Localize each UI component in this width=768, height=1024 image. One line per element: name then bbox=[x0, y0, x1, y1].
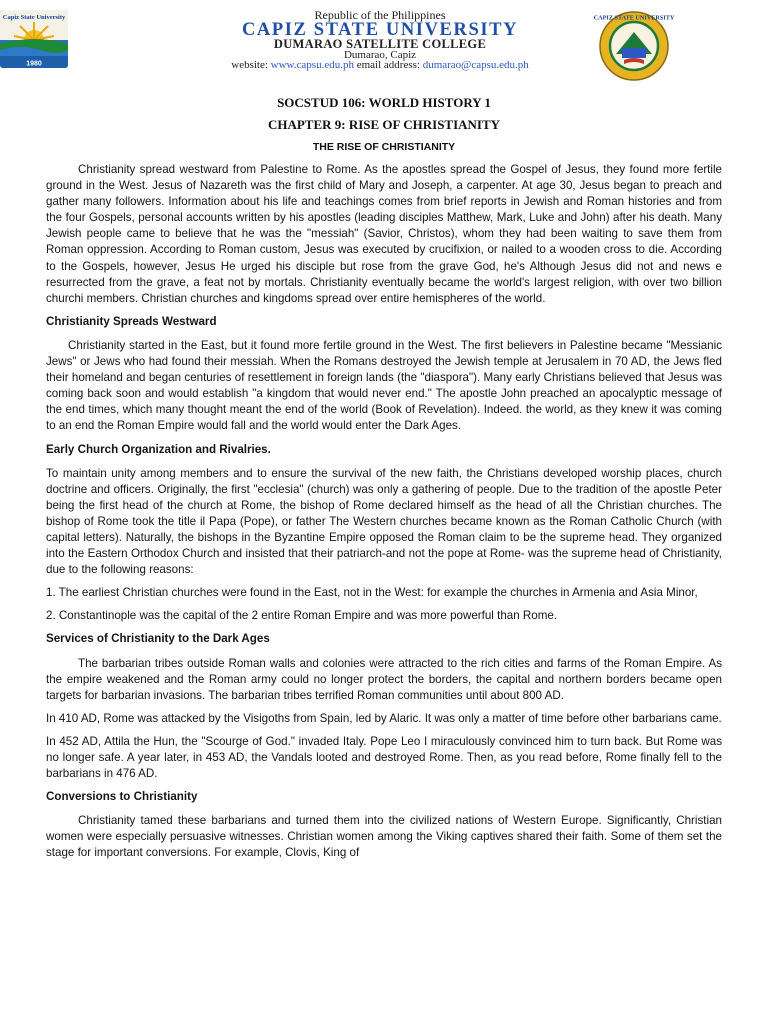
email-link[interactable]: dumarao@capsu.edu.ph bbox=[422, 59, 529, 71]
contact-line bbox=[120, 59, 640, 71]
email-label: email address: bbox=[356, 59, 420, 71]
letterhead bbox=[0, 0, 768, 76]
website-link[interactable]: www.capsu.edu.ph bbox=[270, 59, 354, 71]
republic-line: Republic of the Philippines bbox=[314, 8, 446, 22]
college-name: DUMARAO SATELLITE COLLEGE bbox=[273, 37, 487, 51]
paragraph-410ad: In 410 AD, Rome was attacked by the Visigoths from Spain, led by Alaric. It was only a matter of time before other barbarians came. bbox=[46, 711, 722, 725]
seal-text: CAPIZ STATE UNIVERSITY bbox=[593, 14, 675, 22]
subheading-conversions: Conversions to Christianity bbox=[46, 790, 198, 804]
logo-left-arc-text: Capiz State University bbox=[2, 14, 66, 21]
paragraph-intro: Christianity spread westward from Palestine to Rome. As the apostles spread the Gospel of Jesus, they found more fertile ground in the West. Jesus of Nazareth was the first child of Mary and Joseph, a carpenter. At age 30, Jesus began to preach and gather many followers. Information about his life and teachings comes from brief reports in Jewish and Roman histories and from the four Gospels, personal accounts written by his apostles (leading disciples Matthew, Mark, Luke and John) after his death. Many Jewish people came to believe that he was the "messiah" (Savior, Christos), whom they had been waiting to save them from Roman oppression. According to Roman custom, Jesus was executed by crucifixion, or nailed to a wooden cross to die. According to the Gospels, however, Jesus He urged his disciple but rose from the grave God, he's Although Jesus did not and news e resurrected from the grave, a feat not by mortals. Christianity eventually became the world's largest religion, with over two billion churchi members. Christian churches and kingdoms spread over entire hemispheres of the world. bbox=[46, 163, 722, 305]
subheading-organization: Early Church Organization and Rivalries. bbox=[46, 442, 271, 456]
list-item-1: 1. The earliest Christian churches were found in the East, not in the West: for example the churches in Armenia and Asia Minor, bbox=[46, 586, 698, 600]
university-logo-left bbox=[0, 10, 68, 68]
paragraph-westward: Christianity started in the East, but it found more fertile ground in the West. The first believers in Palestine became "Messianic Jews" or Jews who had found their messiah. When the Romans destroyed the Jewish temple at Jerusalem in 70 AD, the Jews fled their homeland and began centuries of resettlement in foreign lands (the "diaspora"). Many early Christians believed that Jesus was coming back soon and would establish "a kingdom that would never end." The apostle John preached an apocalyptic message of the end times, which many thought meant the end of the world (Book of Revelation). Indeed. the world, as they knew it was coming to an end the Roman Empire would fall and the world would enter the Dark Ages. bbox=[46, 338, 722, 433]
list-item-2: 2. Constantinople was the capital of the 2 entire Roman Empire and was more powerful than Rome. bbox=[46, 609, 558, 623]
logo-left-year: 1980 bbox=[26, 60, 42, 68]
paragraph-conversions: Christianity tamed these barbarians and turned them into the civilized nations of Western Europe. Significantly, Christian women were especially persuasive witnesses. Christian women among the Viking captives shared their faith. Some of them set the stage for important conversions. For example, Clovis, King of bbox=[46, 814, 722, 860]
paragraph-452ad: In 452 AD, Attila the Hun, the "Scourge of God." invaded Italy. Pope Leo I miraculously convinced him to turn back. But Rome was no longer safe. A year later, in 453 AD, the Vandals looted and destroyed Rome. Then, as you read before, Rome finally fell to the barbarians in 476 AD. bbox=[46, 734, 722, 781]
subheading-dark-ages: Services of Christianity to the Dark Ages bbox=[46, 632, 270, 646]
subheading-spreads-westward: Christianity Spreads Westward bbox=[46, 314, 217, 328]
university-seal-right bbox=[593, 10, 675, 82]
chapter-title: CHAPTER 9: RISE OF CHRISTIANITY bbox=[267, 117, 501, 132]
course-title: SOCSTUD 106: WORLD HISTORY 1 bbox=[277, 95, 491, 110]
paragraph-barbarians: The barbarian tribes outside Roman walls and colonies were attracted to the rich cities and farms of the Roman Empire. As the empire weakened and the Roman army could no longer protect the borders, the capital and northern borders became open targets for barbarian invasions. The barbarian tribes terrified Roman communities until about 800 AD. bbox=[46, 656, 722, 702]
college-location: Dumarao, Capiz bbox=[343, 49, 417, 61]
website-label: website: bbox=[231, 59, 268, 71]
document-body bbox=[46, 162, 722, 869]
university-name: CAPIZ STATE UNIVERSITY bbox=[241, 20, 519, 40]
section-heading: THE RISE OF CHRISTIANITY bbox=[312, 141, 456, 153]
paragraph-organization: To maintain unity among members and to ensure the survival of the new faith, the Christians developed worship places, church doctrine and officers. Originally, the first "ecclesia" (church) was only a gathering of people. Due to the tradition of the apostle Peter being the first head of the church at Rome, the bishop of Rome declared himself as the head of all the Christian churches. The bishop of Rome took the title il Papa (Pope), or father The Western churches became known as the Roman Catholic Church (with capital letters). Naturally, the bishops in the Byzantine Empire opposed the Roman claim to be the supreme head. They organized into the Eastern Orthodox Church and insisted that their patriarch-and not the pope at Rome- was the supreme head of Christianity, due to the following reasons: bbox=[46, 466, 722, 577]
